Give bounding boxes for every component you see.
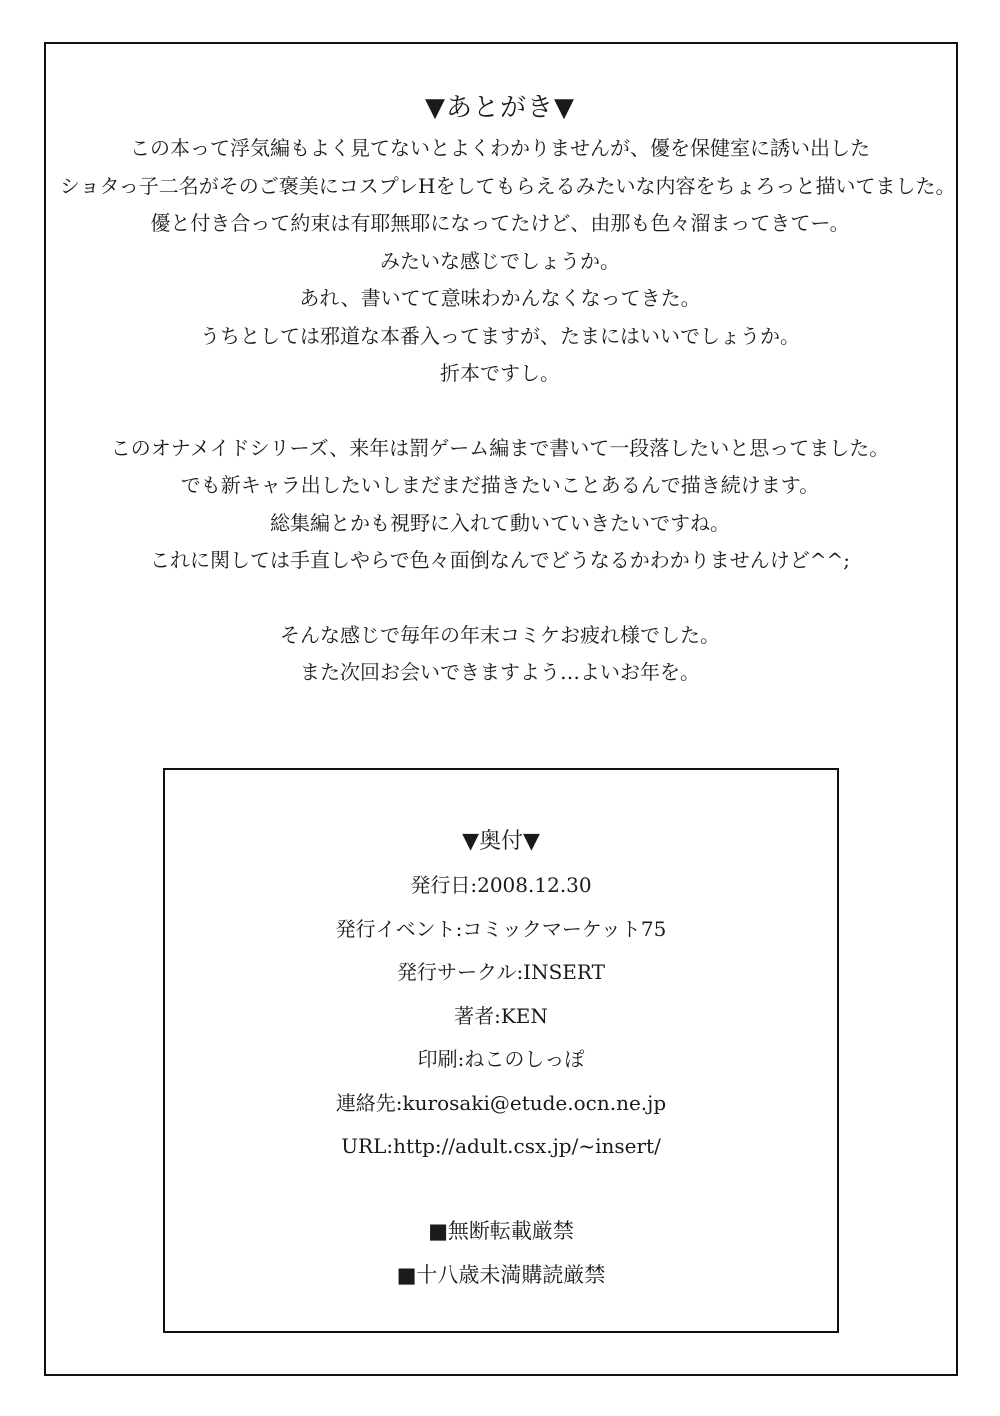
paragraph-spacer xyxy=(60,393,940,430)
author: 著者:KEN xyxy=(454,1003,548,1028)
paragraph-spacer xyxy=(60,580,940,617)
printer: 印刷:ねこのしっぽ xyxy=(417,1047,585,1071)
afterword-line: そんな感じで毎年の年末コミケお疲れ様でした。 xyxy=(280,622,720,647)
age-restriction-notice: ■十八歳未満購読厳禁 xyxy=(396,1262,606,1287)
colophon-content xyxy=(165,820,837,1297)
publication-event: 発行イベント:コミックマーケット75 xyxy=(335,916,667,941)
publication-date: 発行日:2008.12.30 xyxy=(410,873,592,897)
afterword-line: でも新キャラ出したいしまだまだ描きたいことあるんで描き続けます。 xyxy=(180,473,820,497)
afterword-line: 優と付き合って約束は有耶無耶になってたけど、由那も色々溜まってきてー。 xyxy=(150,211,850,235)
no-reproduction-notice: ■無断転載厳禁 xyxy=(428,1218,574,1243)
colophon-box xyxy=(163,768,839,1333)
afterword-paragraph xyxy=(60,430,940,580)
afterword-line: この本って浮気編もよく見てないとよくわかりませんが、優を保健室に誘い出した xyxy=(130,136,870,160)
website-url: URL:http://adult.csx.jp/~insert/ xyxy=(341,1134,661,1158)
afterword-line: うちとしては邪道な本番入ってますが、たまにはいいでしょうか。 xyxy=(200,323,800,348)
afterword-paragraph xyxy=(60,617,940,692)
notice-spacer xyxy=(165,1169,837,1209)
afterword-line: ショタっ子二名がそのご褒美にコスプレHをしてもらえるみたいな内容をちょろっと描いてました。 xyxy=(60,173,956,198)
afterword-title: ▼あとがき▼ xyxy=(425,93,575,123)
afterword-line: 総集編とかも視野に入れて動いていきたいですね。 xyxy=(270,510,730,535)
afterword-line: 折本ですし。 xyxy=(440,361,560,385)
contact-email: 連絡先:kurosaki@etude.ocn.ne.jp xyxy=(335,1090,667,1115)
colophon-title: ▼奥付▼ xyxy=(462,829,540,854)
afterword-line: みたいな感じでしょうか。 xyxy=(380,248,620,273)
afterword-line: あれ、書いてて意味わかんなくなってきた。 xyxy=(299,286,701,310)
afterword-line: また次回お会いできますよう…よいお年を。 xyxy=(300,660,700,684)
afterword-section xyxy=(60,88,956,692)
publishing-circle: 発行サークル:INSERT xyxy=(397,960,605,984)
afterword-line: これに関しては手直しやらで色々面倒なんでどうなるかわかりませんけど^^; xyxy=(149,548,851,572)
afterword-paragraph xyxy=(60,130,956,393)
afterword-line: このオナメイドシリーズ、来年は罰ゲーム編まで書いて一段落したいと思ってました。 xyxy=(110,435,890,460)
